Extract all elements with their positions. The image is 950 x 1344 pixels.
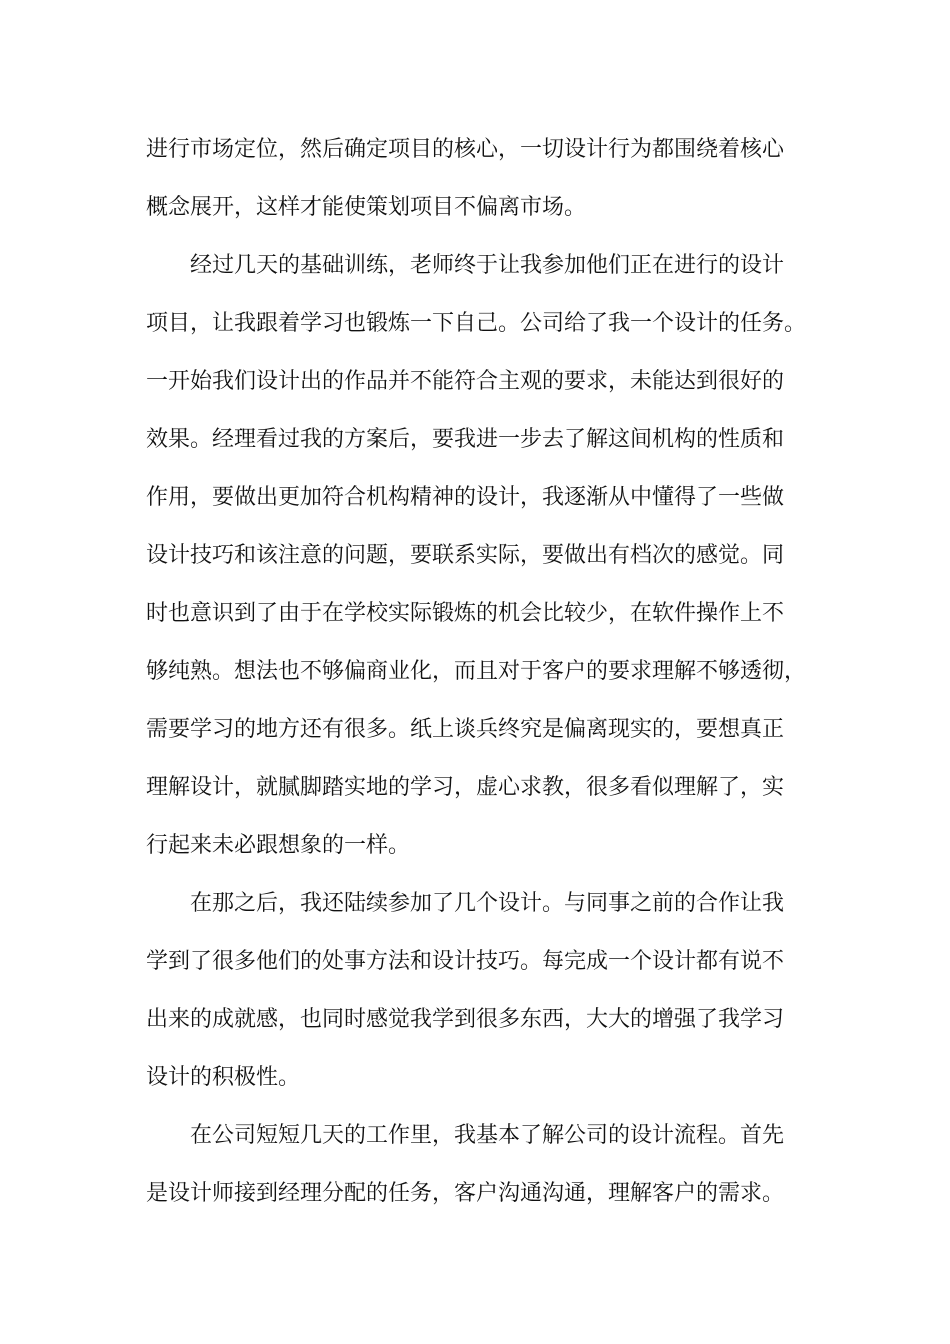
text-line: 需要学习的地方还有很多。纸上谈兵终究是偏离现实的，要想真正 (146, 717, 785, 742)
text-line: 效果。经理看过我的方案后，要我进一步去了解这间机构的性质和 (146, 427, 785, 452)
paragraph-first-line: 经过几天的基础训练，老师终于让我参加他们正在进行的设计 (190, 253, 785, 278)
text-line: 理解设计，就腻脚踏实地的学习，虚心求教，很多看似理解了，实 (146, 775, 785, 800)
text-line: 设计技巧和该注意的问题，要联系实际，要做出有档次的感觉。同 (146, 543, 785, 568)
text-line: 行起来未必跟想象的一样。 (146, 833, 411, 858)
text-line: 设计的积极性。 (146, 1065, 301, 1090)
text-line: 一开始我们设计出的作品并不能符合主观的要求，未能达到很好的 (146, 369, 785, 394)
text-line: 是设计师接到经理分配的任务，客户沟通沟通，理解客户的需求。 (146, 1181, 785, 1206)
text-line: 出来的成就感，也同时感觉我学到很多东西，大大的增强了我学习 (146, 1007, 785, 1032)
text-line: 进行市场定位，然后确定项目的核心，一切设计行为都围绕着核心 (146, 137, 785, 162)
text-line: 时也意识到了由于在学校实际锻炼的机会比较少，在软件操作上不 (146, 601, 785, 626)
text-line: 够纯熟。想法也不够偏商业化，而且对于客户的要求理解不够透彻， (146, 659, 807, 684)
paragraph-first-line: 在公司短短几天的工作里，我基本了解公司的设计流程。首先 (190, 1123, 785, 1148)
paragraph-first-line: 在那之后，我还陆续参加了几个设计。与同事之前的合作让我 (190, 891, 785, 916)
text-line: 学到了很多他们的处事方法和设计技巧。每完成一个设计都有说不 (146, 949, 785, 974)
text-line: 概念展开，这样才能使策划项目不偏离市场。 (146, 195, 587, 220)
text-line: 项目，让我跟着学习也锻炼一下自己。公司给了我一个设计的任务。 (146, 311, 807, 336)
text-line: 作用，要做出更加符合机构精神的设计，我逐渐从中懂得了一些做 (146, 485, 785, 510)
